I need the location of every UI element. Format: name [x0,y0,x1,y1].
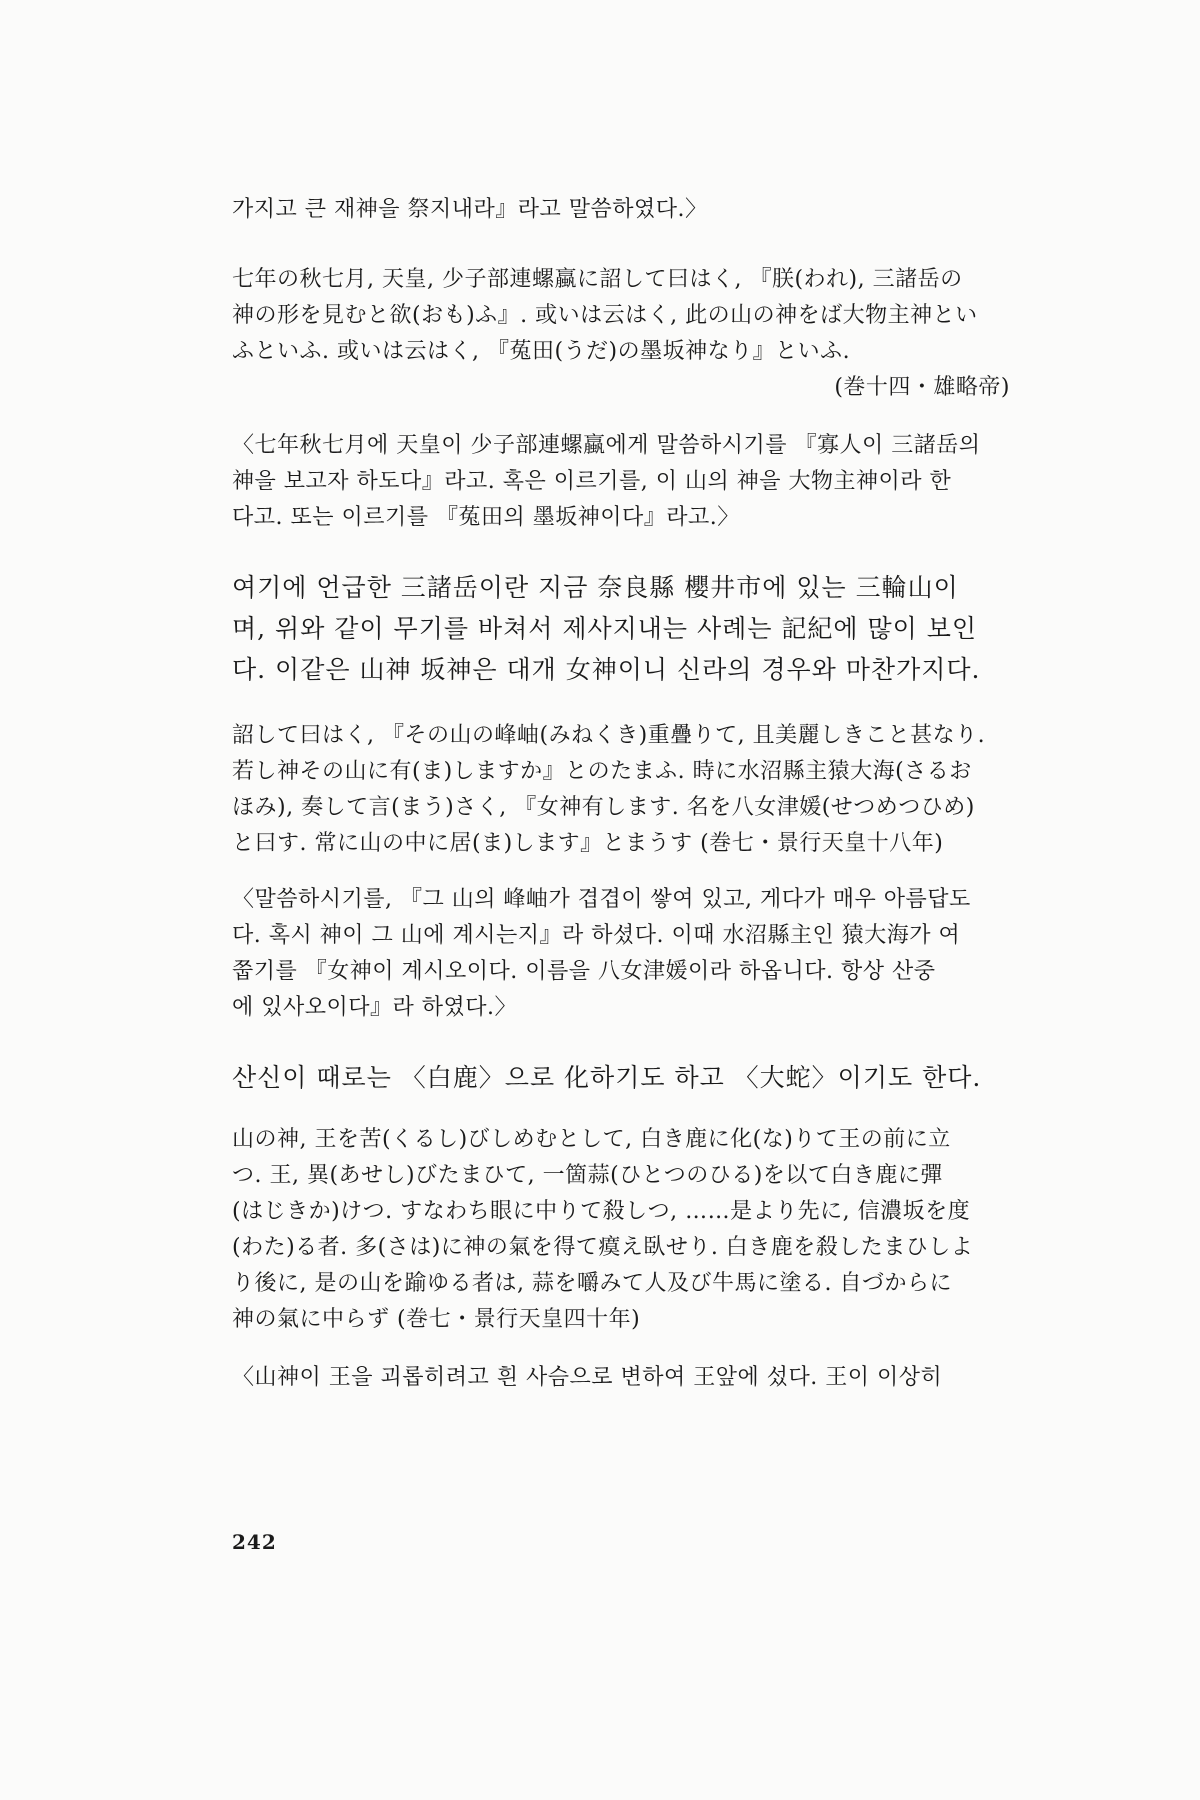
text-line: ふといふ. 或いは云はく, 『菟田(うだ)の墨坂神なり』といふ. [232,339,851,364]
text-line: 七年の秋七月, 天皇, 少子部連螺蠃に詔して曰はく, 『朕(われ), 三諸岳の [232,267,963,292]
text-line: 〈山神이 王을 괴롭히려고 흰 사슴으로 변하여 王앞에 섰다. 王이 이상히 [232,1365,943,1390]
text-line: と曰す. 常に山の中に居(ま)します』とまうす (巻七・景行天皇十八年) [232,831,944,856]
text-line: 다. 이같은 山神 坂神은 대개 女神이니 신라의 경우와 마찬가지다. [232,655,981,684]
text-line: ほみ), 奏して言(まう)さく, 『女神有します. 名を八女津媛(せつめつひめ) [232,795,975,820]
text-line: 며, 위와 같이 무기를 바쳐서 제사지내는 사례는 記紀에 많이 보인 [232,614,978,643]
text-line: 山の神, 王を苦(くるし)びしめむとして, 白き鹿に化(な)りて王の前に立 [232,1127,951,1152]
text-line: り後に, 是の山を踰ゆる者は, 蒜を嚼みて人及び牛馬に塗る. 自づからに [232,1271,952,1296]
text-line: 산신이 때로는 〈白鹿〉으로 化하기도 하고 〈大蛇〉이기도 한다. [232,1063,982,1092]
citation: (巻十四・雄略帝) [834,375,1010,400]
text-line: (はじきか)けつ. すなわち眼に中りて殺しつ, ……是より先に, 信濃坂を度 [232,1199,971,1224]
text-line: 神の氣に中らず (巻七・景行天皇四十年) [232,1307,641,1332]
text-line: 神을 보고자 하도다』라고. 혹은 이르기를, 이 山의 神을 大物主神이라 한 [232,469,952,494]
text-line: 에 있사오이다』라 하였다.〉 [232,995,518,1020]
text-line: 〈말씀하시기를, 『그 山의 峰岫가 겹겹이 쌓여 있고, 게다가 매우 아름답도 [232,887,971,912]
text-line: 여기에 언급한 三諸岳이란 지금 奈良縣 櫻井市에 있는 三輪山이 [232,573,959,602]
text-line: 詔して曰はく, 『その山の峰岫(みねくき)重疊りて, 且美麗しきこと甚なり. [232,723,986,748]
text-line: 다고. 또는 이르기를 『菟田의 墨坂神이다』라고.〉 [232,505,740,530]
text-line: 쭙기를 『女神이 계시오이다. 이름을 八女津媛이라 하옵니다. 항상 산중 [232,959,936,984]
text-line: 神の形を見むと欲(おも)ふ』. 或いは云はく, 此の山の神をば大物主神とい [232,303,978,328]
text-line: 若し神その山に有(ま)しますか』とのたまふ. 時に水沼縣主猿大海(さるお [232,759,972,784]
text-line: (わた)る者. 多(さは)に神の氣を得て瘼え臥せり. 白き鹿を殺したまひしよ [232,1235,974,1260]
text-line: 다. 혹시 神이 그 山에 계시는지』라 하셨다. 이때 水沼縣主인 猿大海가 여 [232,923,961,948]
text-line: 〈七年秋七月에 天皇이 少子部連螺蠃에게 말씀하시기를 『寡人이 三諸岳의 [232,433,981,458]
text-line: つ. 王, 異(あせし)びたまひて, 一箇蒜(ひとつのひる)を以て白き鹿に彈 [232,1163,943,1188]
page-number: 242 [232,1530,277,1554]
text-line: 가지고 큰 재神을 祭지내라』라고 말씀하였다.〉 [232,197,708,222]
